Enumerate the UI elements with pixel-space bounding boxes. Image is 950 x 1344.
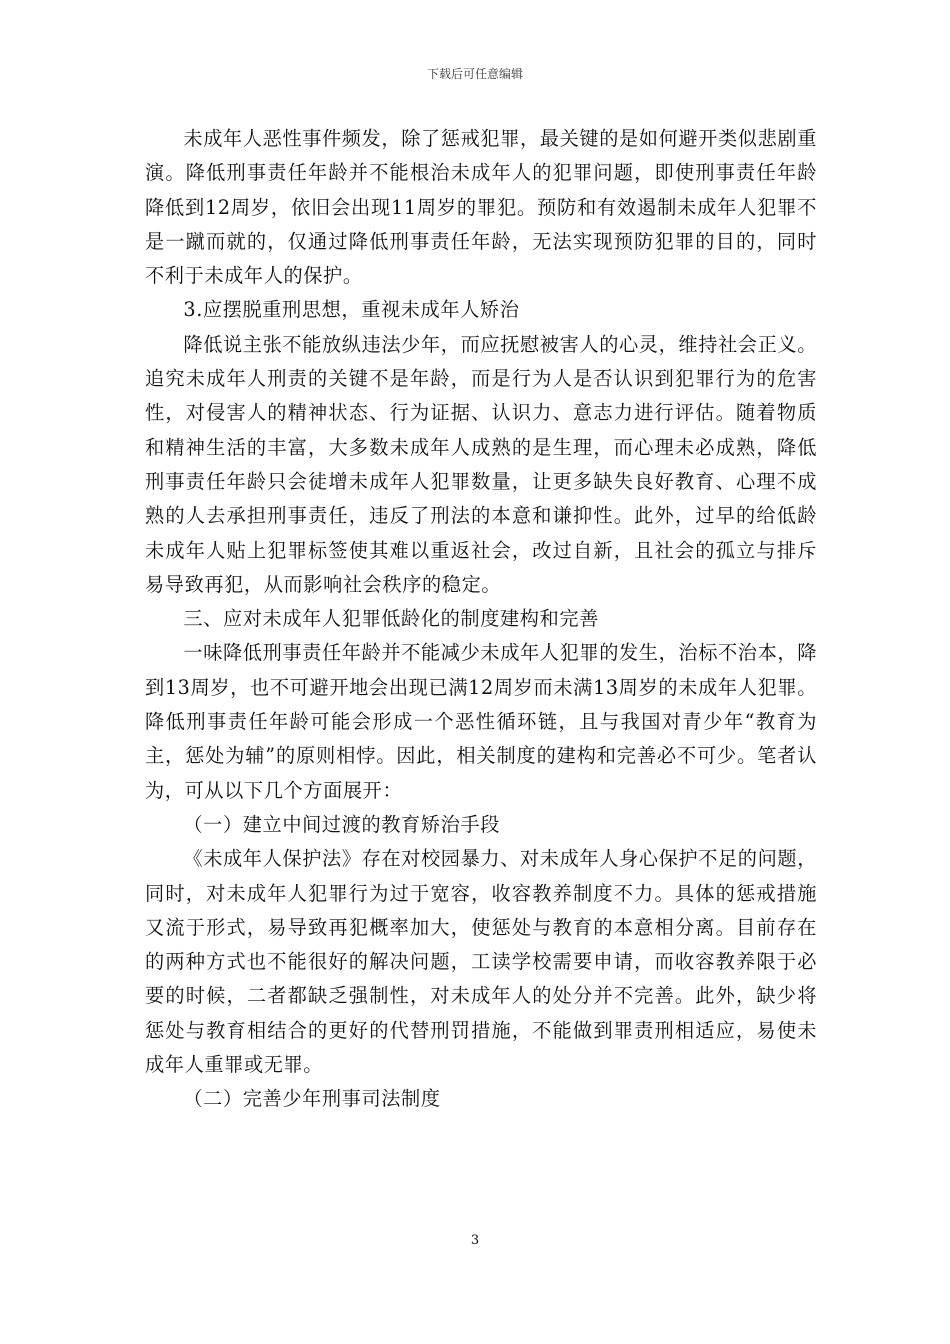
page-number: 3: [470, 1233, 480, 1248]
subsection-heading-2: （二）完善少年刑事司法制度: [183, 1087, 441, 1111]
section-heading-3: 3.应摆脱重刑思想，重视未成年人矫治: [183, 298, 520, 322]
page-header: 下载后可任意编辑: [426, 67, 523, 81]
chapter-heading-3: 三、应对未成年人犯罪低龄化的制度建构和完善: [183, 607, 599, 631]
document-body: [145, 122, 817, 1117]
paragraph-4: 《未成年人保护法》存在对校园暴力、对未成年人身心保护不足的问题，同时，对未成年人犯罪行为过于宽容，收容教养制度不力。具体的惩戒措施又流于形式，易导致再犯概率加大，使惩处与教育的本意相分离。目前存在的两种方式也不能很好的解决问题，工读学校需要申请，而收容教养限于必要的时候，二者都缺乏强制性，对未成年人的处分并不完善。此外，缺少将惩处与教育相结合的更好的代替刑罚措施，不能做到罪责刑相适应，易使未成年人重罪或无罪。: [145, 847, 817, 1077]
paragraph-1: 未成年人恶性事件频发，除了惩戒犯罪，最关键的是如何避开类似悲剧重演。降低刑事责任年龄并不能根治未成年人的犯罪问题，即使刑事责任年龄降低到12周岁，依旧会出现11周岁的罪犯。预防和有效遏制未成年人犯罪不是一蹴而就的，仅通过降低刑事责任年龄，无法实现预防犯罪的目的，同时不利于未成年人的保护。: [145, 127, 817, 288]
paragraph-3: 一味降低刑事责任年龄并不能减少未成年人犯罪的发生，治标不治本，降到13周岁，也不可避开地会出现已满12周岁而未满13周岁的未成年人犯罪。降低刑事责任年龄可能会形成一个恶性循环链，且与我国对青少年“教育为主，惩处为辅”的原则相悖。因此，相关制度的建构和完善必不可少。笔者认为，可从以下几个方面展开：: [145, 641, 817, 802]
subsection-heading-1: （一）建立中间过渡的教育矫治手段: [183, 812, 500, 836]
paragraph-2: 降低说主张不能放纵违法少年，而应抚慰被害人的心灵，维持社会正义。追究未成年人刑责的关键不是年龄，而是行为人是否认识到犯罪行为的危害性，对侵害人的精神状态、行为证据、认识力、意志力进行评估。随着物质和精神生活的丰富，大多数未成年人成熟的是生理，而心理未必成熟，降低刑事责任年龄只会徒增未成年人犯罪数量，让更多缺失良好教育、心理不成熟的人去承担刑事责任，违反了刑法的本意和谦抑性。此外，过早的给低龄未成年人贴上犯罪标签使其难以重返社会，改过自新，且社会的孤立与排斥易导致再犯，从而影响社会秩序的稳定。: [145, 332, 817, 596]
